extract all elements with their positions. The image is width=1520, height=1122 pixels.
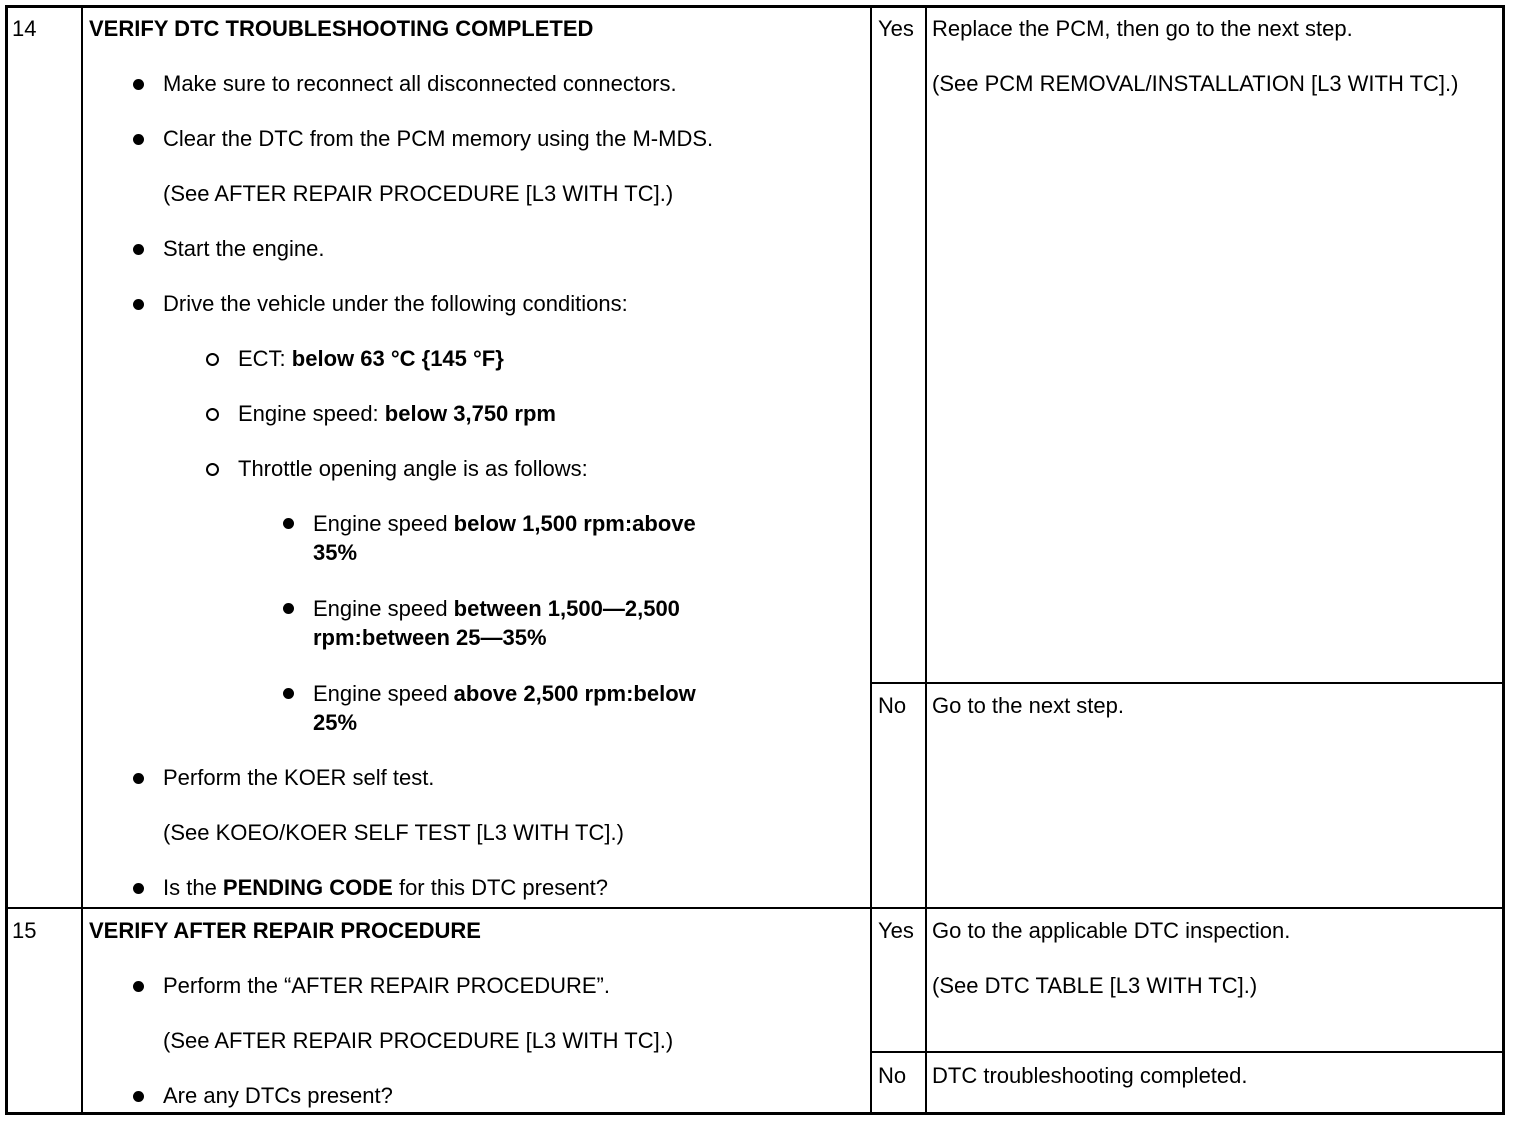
condition-label: Engine speed [313, 681, 454, 706]
instruction: Perform the KOER self test. [163, 765, 435, 790]
question-emphasis: PENDING CODE [222, 875, 393, 900]
bullet-icon [133, 981, 144, 992]
no-action: DTC troubleshooting completed. [932, 1063, 1248, 1088]
condition [238, 344, 504, 373]
question-text: for this DTC present? [392, 875, 609, 900]
reference-link[interactable]: (See AFTER REPAIR PROCEDURE [L3 WITH TC].) [163, 181, 674, 206]
instruction: Clear the DTC from the PCM memory using the M-MDS. [163, 126, 714, 151]
column-divider-step [81, 5, 83, 1115]
reference-link[interactable]: (See AFTER REPAIR PROCEDURE [L3 WITH TC].) [163, 1028, 674, 1053]
column-divider-result [925, 5, 927, 1115]
condition-value: above 2,500 rpm:below [453, 681, 696, 706]
bullet-icon [133, 1091, 144, 1102]
condition-value: between 1,500—2,500 [453, 596, 680, 621]
no-label: No [878, 693, 907, 718]
yes-no-divider-step15 [870, 1051, 1505, 1053]
sub-bullet-icon [206, 408, 219, 421]
throttle-condition [313, 594, 680, 623]
step-number: 14 [12, 16, 37, 41]
bullet-icon [133, 883, 144, 894]
condition-label: Engine speed [313, 511, 454, 536]
bullet-icon [133, 773, 144, 784]
row-divider [5, 907, 1505, 909]
condition [238, 399, 556, 428]
troubleshooting-table [5, 5, 1505, 1115]
throttle-condition [313, 679, 696, 708]
sub-bullet-icon [206, 353, 219, 366]
bullet-icon [133, 244, 144, 255]
condition: Throttle opening angle is as follows: [238, 456, 588, 481]
no-action: Go to the next step. [932, 693, 1125, 718]
bullet-icon [133, 134, 144, 145]
throttle-condition [313, 509, 696, 538]
step-title: VERIFY DTC TROUBLESHOOTING COMPLETED [89, 16, 594, 41]
reference-link[interactable]: (See PCM REMOVAL/INSTALLATION [L3 WITH TC].) [932, 71, 1459, 96]
condition-label: Engine speed [313, 596, 454, 621]
question [163, 873, 608, 902]
bullet-icon [283, 603, 294, 614]
condition-value-continued: 35% [313, 540, 358, 565]
bullet-icon [283, 518, 294, 529]
instruction: Make sure to reconnect all disconnected connectors. [163, 71, 677, 96]
reference-link[interactable]: (See KOEO/KOER SELF TEST [L3 WITH TC].) [163, 820, 624, 845]
instruction: Start the engine. [163, 236, 325, 261]
condition-value: below 63 °C {145 °F} [291, 346, 504, 371]
no-label: No [878, 1063, 907, 1088]
question: Are any DTCs present? [163, 1083, 393, 1108]
condition-value: below 1,500 rpm:above [453, 511, 696, 536]
yes-label: Yes [878, 16, 914, 41]
yes-no-divider-step14 [870, 682, 1505, 684]
reference-link[interactable]: (See DTC TABLE [L3 WITH TC].) [932, 973, 1258, 998]
bullet-icon [133, 299, 144, 310]
step-title: VERIFY AFTER REPAIR PROCEDURE [89, 918, 481, 943]
question-text: Is the [163, 875, 223, 900]
column-divider-action [870, 5, 872, 1115]
instruction: Drive the vehicle under the following conditions: [163, 291, 628, 316]
condition-value: below 3,750 rpm [384, 401, 556, 426]
bullet-icon [283, 688, 294, 699]
yes-action: Go to the applicable DTC inspection. [932, 918, 1291, 943]
instruction: Perform the “AFTER REPAIR PROCEDURE”. [163, 973, 610, 998]
condition-value-continued: 25% [313, 710, 358, 735]
condition-value-continued: rpm:between 25—35% [313, 625, 547, 650]
yes-action: Replace the PCM, then go to the next step. [932, 16, 1353, 41]
sub-bullet-icon [206, 463, 219, 476]
condition-label: Engine speed: [238, 401, 385, 426]
condition-label: ECT: [238, 346, 292, 371]
yes-label: Yes [878, 918, 914, 943]
bullet-icon [133, 79, 144, 90]
step-number: 15 [12, 918, 37, 943]
